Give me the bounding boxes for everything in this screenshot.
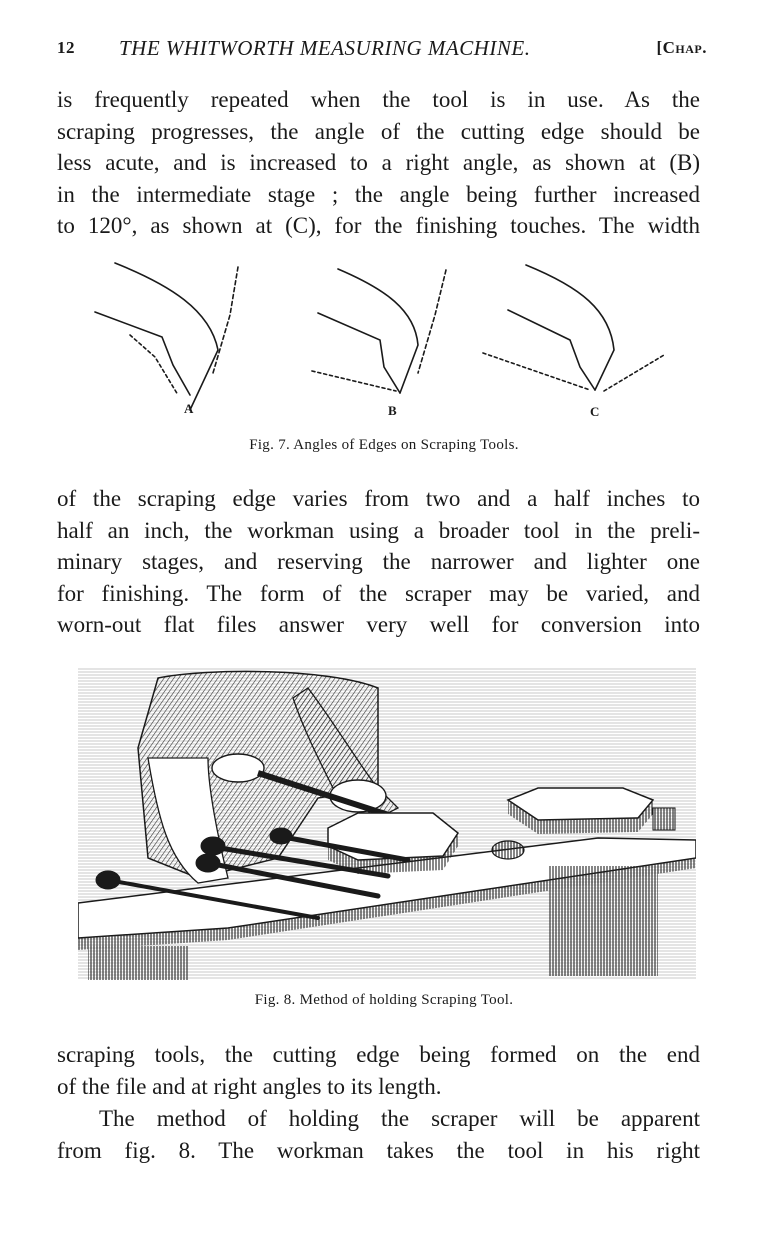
text-line: scraping tools, the cutting edge being formed on the end <box>57 1042 700 1067</box>
scraper-edge-a <box>95 263 238 410</box>
running-header <box>57 36 707 66</box>
paragraph-1 <box>57 84 700 242</box>
figure-8-illustration <box>78 668 696 980</box>
text-line: less acute, and is increased to a right angle, as shown at (B) <box>57 150 700 176</box>
figure-7-label-a: A <box>184 401 194 416</box>
figure-7-caption: Fig. 7. Angles of Edges on Scraping Tools. <box>249 437 519 453</box>
text-line: minary stages, and reserving the narrower and lighter one <box>57 549 700 575</box>
text-line: for finishing. The form of the scraper may be varied, and <box>57 580 700 606</box>
chapter-marker: [Chap. <box>656 38 707 57</box>
text-line: of the scraping edge varies from two and a half inches to <box>57 486 700 511</box>
text-line: of the file and at right angles to its length. <box>57 1073 442 1099</box>
text-line: from fig. 8. The workman takes the tool in his right <box>57 1137 700 1163</box>
text-line: half an inch, the workman using a broader tool in the preli- <box>57 517 700 543</box>
text-line: is frequently repeated when the tool is in use. As the <box>57 87 700 112</box>
text-line: The method of holding the scraper will be apparent <box>99 1106 700 1131</box>
text-line: worn-out flat files answer very well for conversion into <box>57 612 700 638</box>
scraper-edge-b <box>312 269 446 393</box>
running-title: THE WHITWORTH MEASURING MACHINE. <box>119 36 531 60</box>
page-number: 12 <box>57 38 75 57</box>
figure-7-label-b: B <box>388 403 397 418</box>
text-line: scraping progresses, the angle of the cutting edge should be <box>57 118 700 144</box>
scraper-edge-c <box>483 265 664 391</box>
figure-7-label-c: C <box>590 404 600 419</box>
paragraph-4 <box>57 1103 700 1166</box>
text-line: to 120°, as shown at (C), for the finishing touches. The width <box>57 213 700 239</box>
figure-7-diagram <box>80 255 700 425</box>
surface-plate-front <box>328 813 458 874</box>
paragraph-2 <box>57 483 700 641</box>
figure-8-caption: Fig. 8. Method of holding Scraping Tool. <box>254 992 514 1008</box>
paragraph-3 <box>57 1039 700 1102</box>
text-line: in the intermediate stage ; the angle being further increased <box>57 181 700 207</box>
